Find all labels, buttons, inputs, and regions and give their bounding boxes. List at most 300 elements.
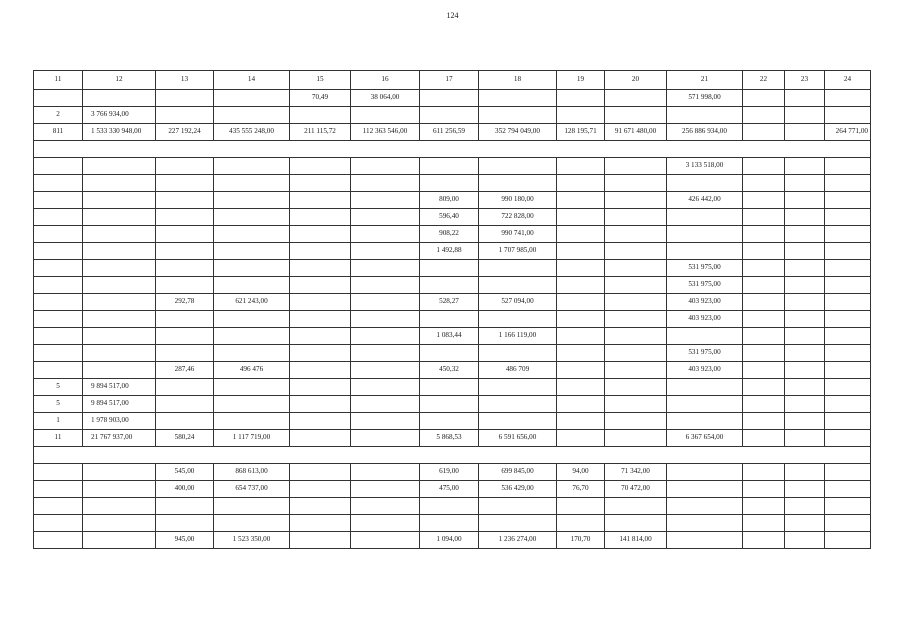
- table-cell: [743, 498, 785, 515]
- table-cell: [605, 277, 667, 294]
- table-cell: [667, 226, 743, 243]
- table-cell: [605, 379, 667, 396]
- table-cell: [785, 396, 825, 413]
- table-cell: [743, 90, 785, 107]
- table-cell: [34, 158, 83, 175]
- table-cell: [785, 498, 825, 515]
- table-cell: [290, 498, 351, 515]
- table-cell: [825, 226, 871, 243]
- table-cell: [290, 311, 351, 328]
- table-cell: 450,32: [420, 362, 479, 379]
- table-cell: [825, 464, 871, 481]
- table-cell: [351, 294, 420, 311]
- table-cell: [743, 277, 785, 294]
- table-cell: 426 442,00: [667, 192, 743, 209]
- table-cell: [825, 328, 871, 345]
- table-cell: [825, 311, 871, 328]
- table-cell: [290, 328, 351, 345]
- table-row: [34, 209, 871, 226]
- table-cell: 654 737,00: [214, 481, 290, 498]
- table-cell: 400,00: [156, 481, 214, 498]
- table-cell: [825, 90, 871, 107]
- table-row: [34, 294, 871, 311]
- table-cell: [605, 328, 667, 345]
- table-cell: [290, 175, 351, 192]
- table-row: [34, 430, 871, 447]
- table-cell: [667, 175, 743, 192]
- table-cell: [290, 532, 351, 549]
- table-cell: [290, 192, 351, 209]
- table-cell: [351, 413, 420, 430]
- table-cell: [557, 328, 605, 345]
- table-cell: 94,00: [557, 464, 605, 481]
- table-cell: [605, 413, 667, 430]
- table-cell: [83, 328, 156, 345]
- table-cell: [667, 107, 743, 124]
- table-cell: [290, 396, 351, 413]
- table-cell: [743, 481, 785, 498]
- table-cell: [785, 379, 825, 396]
- table-cell: [605, 226, 667, 243]
- table-cell: [83, 158, 156, 175]
- table-cell: 3 133 518,00: [667, 158, 743, 175]
- table-cell: [825, 277, 871, 294]
- table-cell: [785, 124, 825, 141]
- table-cell: [743, 294, 785, 311]
- table-cell: [825, 158, 871, 175]
- table-cell: [667, 464, 743, 481]
- table-cell: [83, 464, 156, 481]
- table-cell: 527 094,00: [479, 294, 557, 311]
- table-cell: 9 894 517,00: [83, 379, 156, 396]
- table-cell: [34, 515, 83, 532]
- separator-cell: [34, 447, 871, 464]
- table-cell: 528,27: [420, 294, 479, 311]
- table-cell: [785, 90, 825, 107]
- table-cell: [743, 379, 785, 396]
- table-cell: 256 886 934,00: [667, 124, 743, 141]
- table-cell: 1 707 985,00: [479, 243, 557, 260]
- table-cell: [420, 515, 479, 532]
- table-cell: 227 192,24: [156, 124, 214, 141]
- table-cell: [34, 294, 83, 311]
- table-cell: [214, 498, 290, 515]
- table-cell: [785, 260, 825, 277]
- table-cell: [785, 294, 825, 311]
- table-cell: [83, 175, 156, 192]
- table-cell: [351, 345, 420, 362]
- table-cell: [290, 362, 351, 379]
- table-cell: 908,22: [420, 226, 479, 243]
- table-row: [34, 379, 871, 396]
- table-cell: [290, 158, 351, 175]
- table-cell: [479, 396, 557, 413]
- table-cell: [785, 243, 825, 260]
- table-cell: 1 523 350,00: [214, 532, 290, 549]
- column-header: 16: [351, 71, 420, 90]
- table-cell: [479, 107, 557, 124]
- table-cell: [156, 158, 214, 175]
- table-cell: [557, 379, 605, 396]
- table-cell: [557, 260, 605, 277]
- table-cell: 531 975,00: [667, 260, 743, 277]
- table-cell: [557, 90, 605, 107]
- table-cell: [743, 107, 785, 124]
- table-cell: [557, 192, 605, 209]
- table-cell: 76,70: [557, 481, 605, 498]
- table-row: [34, 158, 871, 175]
- table-cell: [420, 260, 479, 277]
- table-cell: [214, 396, 290, 413]
- table-cell: [479, 379, 557, 396]
- table-cell: [743, 464, 785, 481]
- table-cell: 1: [34, 413, 83, 430]
- table-cell: 1 166 119,00: [479, 328, 557, 345]
- table-row: [34, 226, 871, 243]
- table-cell: [785, 515, 825, 532]
- table-cell: 352 794 049,00: [479, 124, 557, 141]
- table-cell: [479, 413, 557, 430]
- table-cell: [605, 311, 667, 328]
- table-cell: 868 613,00: [214, 464, 290, 481]
- table-cell: [557, 243, 605, 260]
- table-cell: [214, 413, 290, 430]
- table-cell: 2: [34, 107, 83, 124]
- table-cell: 571 998,00: [667, 90, 743, 107]
- table-cell: 403 923,00: [667, 362, 743, 379]
- table-cell: [785, 175, 825, 192]
- column-header: 22: [743, 71, 785, 90]
- table-cell: [351, 226, 420, 243]
- table-cell: [351, 260, 420, 277]
- table-cell: 990 741,00: [479, 226, 557, 243]
- page-number: 124: [446, 11, 459, 20]
- table-cell: 611 256,59: [420, 124, 479, 141]
- table-cell: [34, 209, 83, 226]
- table-cell: [351, 498, 420, 515]
- section-separator-row: [34, 447, 871, 464]
- table-cell: [605, 192, 667, 209]
- table-cell: 699 845,00: [479, 464, 557, 481]
- table-cell: [557, 175, 605, 192]
- table-cell: 5: [34, 379, 83, 396]
- table-cell: [667, 515, 743, 532]
- table-cell: [825, 107, 871, 124]
- table-cell: 531 975,00: [667, 277, 743, 294]
- table-cell: [214, 107, 290, 124]
- table-cell: [605, 260, 667, 277]
- table-cell: [290, 243, 351, 260]
- table-cell: [479, 515, 557, 532]
- column-header: 21: [667, 71, 743, 90]
- table-cell: 1 117 719,00: [214, 430, 290, 447]
- table-cell: [667, 243, 743, 260]
- table-cell: [83, 90, 156, 107]
- table-cell: 5: [34, 396, 83, 413]
- table-cell: 1 978 903,00: [83, 413, 156, 430]
- table-cell: [825, 192, 871, 209]
- table-cell: [605, 345, 667, 362]
- table-cell: 1 094,00: [420, 532, 479, 549]
- table-cell: [156, 243, 214, 260]
- table-cell: [743, 192, 785, 209]
- table-cell: [479, 311, 557, 328]
- table-cell: [743, 413, 785, 430]
- table-row: [34, 90, 871, 107]
- table-cell: [34, 345, 83, 362]
- table-cell: [743, 515, 785, 532]
- table-cell: [785, 328, 825, 345]
- table-cell: [34, 328, 83, 345]
- table-cell: 403 923,00: [667, 311, 743, 328]
- table-cell: [479, 260, 557, 277]
- table-cell: [156, 175, 214, 192]
- table-cell: [825, 430, 871, 447]
- column-header: 12: [83, 71, 156, 90]
- table-cell: [83, 226, 156, 243]
- table-cell: [290, 345, 351, 362]
- table-cell: [34, 311, 83, 328]
- table-cell: [83, 362, 156, 379]
- table-cell: [351, 277, 420, 294]
- table-cell: [156, 396, 214, 413]
- table-cell: 809,00: [420, 192, 479, 209]
- table-cell: [557, 498, 605, 515]
- table-cell: [605, 90, 667, 107]
- table-cell: 621 243,00: [214, 294, 290, 311]
- table-cell: [83, 294, 156, 311]
- column-header: 20: [605, 71, 667, 90]
- table-cell: [34, 498, 83, 515]
- table-cell: [290, 464, 351, 481]
- table-cell: [605, 515, 667, 532]
- table-cell: [825, 396, 871, 413]
- table-cell: [785, 345, 825, 362]
- table-cell: [214, 243, 290, 260]
- table-cell: [420, 413, 479, 430]
- table-row: [34, 328, 871, 345]
- table-cell: 6 367 654,00: [667, 430, 743, 447]
- table-cell: 21 767 937,00: [83, 430, 156, 447]
- table-cell: [557, 345, 605, 362]
- table-cell: 1 236 274,00: [479, 532, 557, 549]
- table-cell: [605, 107, 667, 124]
- table-cell: [83, 243, 156, 260]
- table-cell: [785, 413, 825, 430]
- table-cell: [34, 175, 83, 192]
- column-header: 17: [420, 71, 479, 90]
- table-cell: [557, 294, 605, 311]
- table-cell: [667, 498, 743, 515]
- table-cell: 811: [34, 124, 83, 141]
- table-row: [34, 243, 871, 260]
- table-cell: 6 591 656,00: [479, 430, 557, 447]
- table-cell: [557, 396, 605, 413]
- table-cell: [743, 209, 785, 226]
- table-cell: 536 429,00: [479, 481, 557, 498]
- column-header: 23: [785, 71, 825, 90]
- table-cell: [214, 90, 290, 107]
- table-cell: [743, 243, 785, 260]
- table-cell: [785, 192, 825, 209]
- table-cell: [557, 277, 605, 294]
- table-cell: [420, 107, 479, 124]
- table-cell: [557, 209, 605, 226]
- table-cell: 141 814,00: [605, 532, 667, 549]
- table-cell: [825, 243, 871, 260]
- table-cell: [351, 158, 420, 175]
- table-cell: [667, 396, 743, 413]
- table-cell: [420, 379, 479, 396]
- table-cell: [83, 481, 156, 498]
- table-cell: [785, 277, 825, 294]
- table-cell: [825, 362, 871, 379]
- table-cell: [351, 192, 420, 209]
- table-cell: [156, 107, 214, 124]
- table-cell: [825, 175, 871, 192]
- table-cell: [743, 226, 785, 243]
- table-cell: [743, 532, 785, 549]
- table-cell: [156, 90, 214, 107]
- column-header: 24: [825, 71, 871, 90]
- table-cell: 70,49: [290, 90, 351, 107]
- table-cell: [156, 226, 214, 243]
- table-cell: [83, 532, 156, 549]
- table-cell: [667, 532, 743, 549]
- table-cell: 945,00: [156, 532, 214, 549]
- table-cell: 292,78: [156, 294, 214, 311]
- table-cell: [420, 345, 479, 362]
- table-row: [34, 481, 871, 498]
- table-cell: 619,00: [420, 464, 479, 481]
- table-cell: [156, 328, 214, 345]
- table-cell: [605, 294, 667, 311]
- table-cell: 3 766 934,00: [83, 107, 156, 124]
- column-header: 18: [479, 71, 557, 90]
- table-cell: [214, 192, 290, 209]
- table-cell: 475,00: [420, 481, 479, 498]
- table-cell: [351, 515, 420, 532]
- table-cell: [290, 379, 351, 396]
- table-cell: [825, 379, 871, 396]
- table-cell: [351, 107, 420, 124]
- table-cell: [667, 328, 743, 345]
- column-header: 13: [156, 71, 214, 90]
- table-row: [34, 260, 871, 277]
- table-row: [34, 515, 871, 532]
- table-cell: [214, 158, 290, 175]
- table-cell: [825, 481, 871, 498]
- table-cell: [420, 311, 479, 328]
- table-cell: [667, 209, 743, 226]
- table-cell: 486 709: [479, 362, 557, 379]
- table-cell: [743, 396, 785, 413]
- table-cell: [290, 226, 351, 243]
- data-table: [33, 70, 871, 549]
- table-cell: [351, 311, 420, 328]
- table-cell: [34, 260, 83, 277]
- table-cell: [214, 260, 290, 277]
- table-cell: [34, 362, 83, 379]
- table-cell: [214, 311, 290, 328]
- table-cell: [290, 430, 351, 447]
- table-cell: [214, 515, 290, 532]
- table-row: [34, 396, 871, 413]
- table-cell: [34, 532, 83, 549]
- table-cell: [156, 209, 214, 226]
- table-cell: [825, 413, 871, 430]
- table-cell: [351, 328, 420, 345]
- table-cell: 990 180,00: [479, 192, 557, 209]
- table-cell: [785, 209, 825, 226]
- table-cell: [156, 311, 214, 328]
- table-cell: [290, 294, 351, 311]
- table-cell: [290, 277, 351, 294]
- table-cell: [351, 379, 420, 396]
- table-cell: [743, 175, 785, 192]
- table-cell: [605, 430, 667, 447]
- table-cell: 531 975,00: [667, 345, 743, 362]
- table-cell: [785, 226, 825, 243]
- table-cell: [34, 192, 83, 209]
- table-cell: [667, 379, 743, 396]
- table-cell: [605, 362, 667, 379]
- table-cell: [290, 481, 351, 498]
- table-cell: [825, 498, 871, 515]
- table-cell: [34, 90, 83, 107]
- separator-cell: [34, 141, 871, 158]
- table-cell: [156, 260, 214, 277]
- table-cell: [83, 260, 156, 277]
- table-cell: 170,70: [557, 532, 605, 549]
- table-row: [34, 311, 871, 328]
- table-cell: [605, 498, 667, 515]
- table-cell: [214, 328, 290, 345]
- table-cell: [825, 260, 871, 277]
- table-cell: [214, 226, 290, 243]
- table-cell: [479, 158, 557, 175]
- table-cell: [290, 413, 351, 430]
- table-cell: [214, 345, 290, 362]
- table-cell: [479, 90, 557, 107]
- table-cell: [290, 515, 351, 532]
- table-row: [34, 345, 871, 362]
- table-cell: [420, 90, 479, 107]
- table-cell: [785, 311, 825, 328]
- table-cell: 1 533 330 948,00: [83, 124, 156, 141]
- table-cell: [83, 498, 156, 515]
- table-cell: [557, 107, 605, 124]
- table-row: [34, 175, 871, 192]
- table-cell: 1 492,88: [420, 243, 479, 260]
- table-cell: [743, 328, 785, 345]
- table-cell: 9 894 517,00: [83, 396, 156, 413]
- table-cell: 112 363 546,00: [351, 124, 420, 141]
- table-cell: 38 064,00: [351, 90, 420, 107]
- column-header: 19: [557, 71, 605, 90]
- table-cell: [605, 209, 667, 226]
- table-cell: 496 476: [214, 362, 290, 379]
- table-cell: [479, 277, 557, 294]
- table-cell: [605, 243, 667, 260]
- table-cell: [743, 124, 785, 141]
- table-cell: [214, 209, 290, 226]
- table-cell: 71 342,00: [605, 464, 667, 481]
- table-cell: [420, 158, 479, 175]
- table-cell: [785, 362, 825, 379]
- table-cell: 596,40: [420, 209, 479, 226]
- table-cell: 91 671 480,00: [605, 124, 667, 141]
